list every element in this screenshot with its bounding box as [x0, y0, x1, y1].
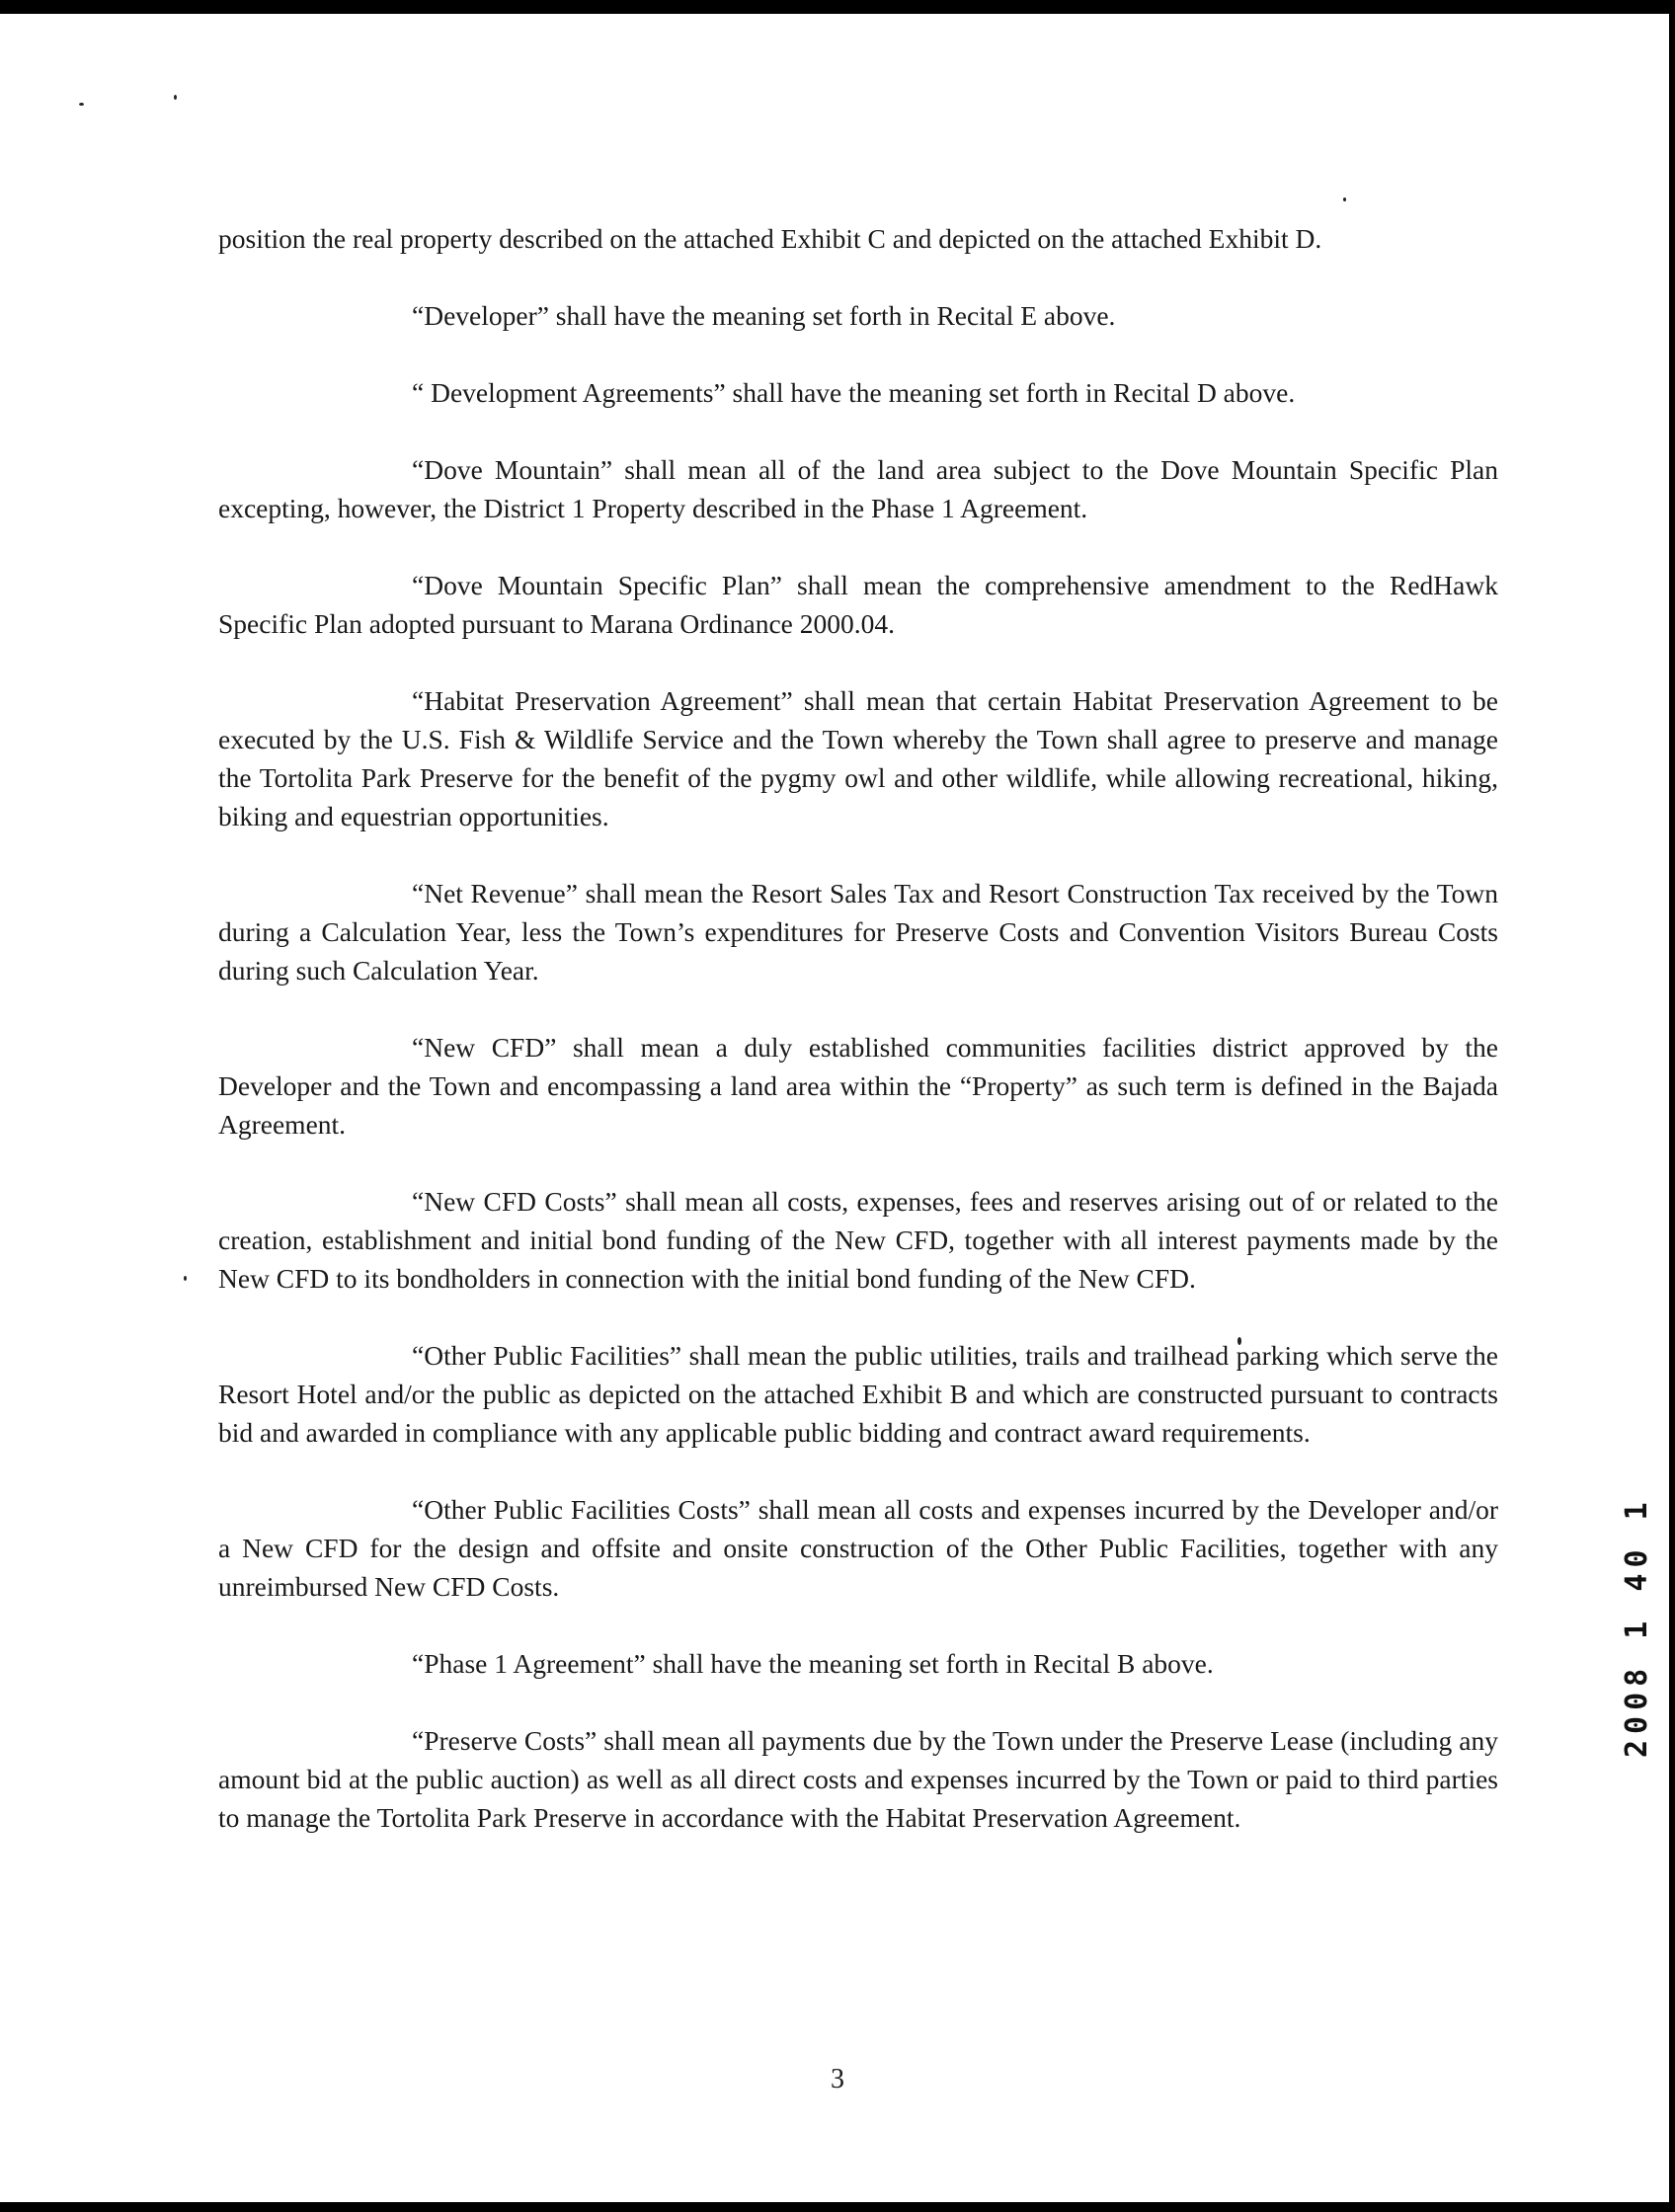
paragraph-other-public-facilities-costs: “Other Public Facilities Costs” shall mean all costs and expenses incurred by the Developer and/or a New CFD for the design and offsite and onsite construction of the Other Public Facilities, together with any unreimbursed New CFD Costs. — [218, 1494, 1498, 1602]
paragraph-other-public-facilities: “Other Public Facilities” shall mean the public utilities, trails and trailhead parking which serve the Resort Hotel and/or the public as depicted on the attached Exhibit B and which are constructed pursuant to contracts bid and awarded in compliance with any applicable public bidding and contract award requirements. — [218, 1340, 1498, 1448]
margin-stamp-text: 2008 1 40 1 — [1620, 1496, 1654, 1758]
scan-speck — [174, 95, 177, 100]
scan-speck — [79, 103, 84, 106]
document-body — [218, 219, 1498, 1875]
paragraph-dove-mountain: “Dove Mountain” shall mean all of the land area subject to the Dove Mountain Specific Plan excepting, however, the District 1 Property described in the Phase 1 Agreement. — [218, 454, 1498, 523]
paragraph-developer: “Developer” shall have the meaning set forth in Recital E above. — [412, 300, 1116, 331]
paragraph-preserve-costs: “Preserve Costs” shall mean all payments due by the Town under the Preserve Lease (including any amount bid at the public auction) as well as all direct costs and expenses incurred by the Town or paid to third parties to manage the Tortolita Park Preserve in accordance with the Habitat Preservation Agreement. — [218, 1725, 1498, 1833]
scan-border-top — [0, 0, 1675, 14]
scan-border-bottom — [0, 2202, 1675, 2212]
scan-speck — [184, 1276, 187, 1281]
paragraph-dove-mountain-specific-plan: “Dove Mountain Specific Plan” shall mean the comprehensive amendment to the RedHawk Specific Plan adopted pursuant to Marana Ordinance 2000.04. — [218, 570, 1498, 639]
page-number: 3 — [831, 2064, 844, 2094]
paragraph-new-cfd-costs: “New CFD Costs” shall mean all costs, expenses, fees and reserves arising out of or related to the creation, establishment and initial bond funding of the New CFD, together with all interest payments made by the New CFD to its bondholders in connection with the initial bond funding of the New CFD. — [218, 1186, 1498, 1294]
paragraph-development-agreements: “ Development Agreements” shall have the meaning set forth in Recital D above. — [412, 377, 1296, 408]
paragraph-exhibit-c: position the real property described on the attached Exhibit C and depicted on the attached Exhibit D. — [218, 223, 1322, 254]
paragraph-new-cfd: “New CFD” shall mean a duly established communities facilities district approved by the Developer and the Town and encompassing a land area within the “Property” as such term is defined in the Bajada Agreement. — [218, 1032, 1498, 1140]
scan-speck — [1343, 198, 1346, 201]
margin-stamp — [1620, 1496, 1659, 1926]
scan-border-right — [1669, 0, 1675, 2212]
paragraph-habitat-preservation-agreement: “Habitat Preservation Agreement” shall mean that certain Habitat Preservation Agreement to be executed by the U.S. Fish & Wildlife Service and the Town whereby the Town shall agree to preserve and manage the Tortolita Park Preserve for the benefit of the pygmy owl and other wildlife, while allowing recreational, hiking, biking and equestrian opportunities. — [218, 685, 1498, 831]
paragraph-phase-1-agreement: “Phase 1 Agreement” shall have the meaning set forth in Recital B above. — [412, 1648, 1214, 1679]
paragraph-net-revenue: “Net Revenue” shall mean the Resort Sales Tax and Resort Construction Tax received by the Town during a Calculation Year, less the Town’s expenditures for Preserve Costs and Convention Visitors Bureau Costs during such Calculation Year. — [218, 878, 1498, 986]
